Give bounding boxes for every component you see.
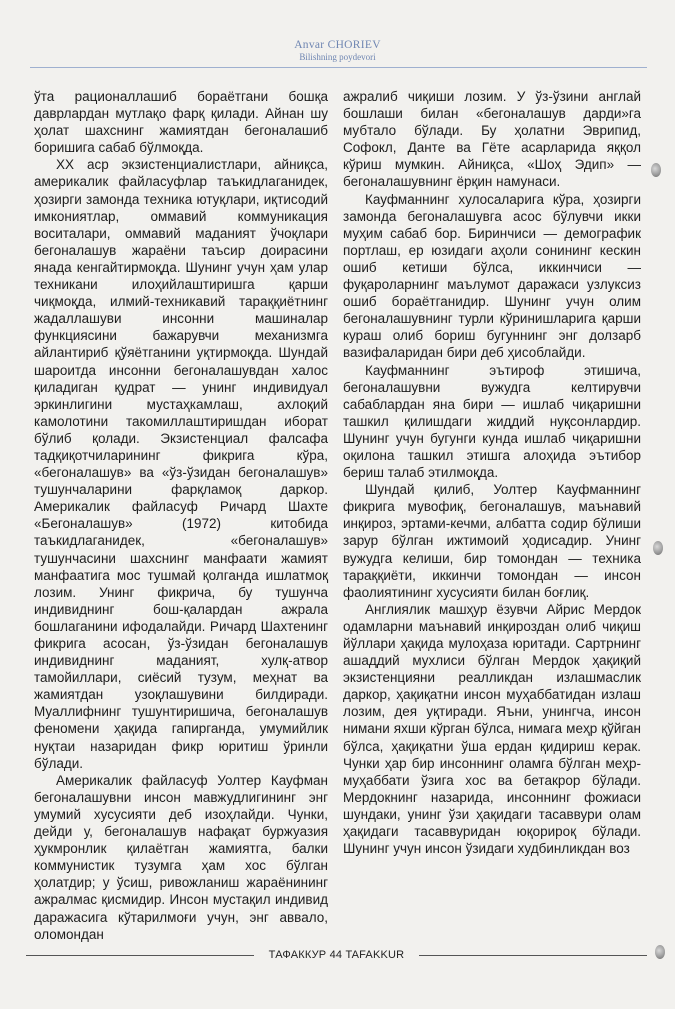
paragraph: Кауфманнинг эътироф этишича, бегоналашувни вужудга келтирувчи сабаблардан яна бири — ишлаб чиқаришни ташкил қилишдаги жиддий нуқсонлардир. Шунинг учун бугунги кунда ишлаб чиқаришни оқилона ташкил этишга алоҳида эътибор бериш талаб этилмоқда.: [343, 362, 641, 481]
running-footer: [26, 948, 647, 964]
paragraph: ажралиб чиқиши лозим. У ўз-ўзини англай бошлаши билан «бегоналашув дарди»га мубтало бўлади. Бу ҳолатни Эврипид, Софокл, Данте ва Гёте асарларида яққол кўриш мумкин. Айниқса, «Шоҳ Эдип» — бегоналашувнинг ёрқин намунаси.: [343, 89, 641, 190]
binder-hole-icon: [653, 541, 663, 555]
footer-rule-right: [419, 955, 647, 956]
header-journal-title: Bilishning poydevori: [299, 52, 376, 62]
footer-page-label: ТАФАККУР 44 TAFAKKUR: [268, 949, 405, 961]
header-rule: [30, 67, 647, 68]
binder-hole-icon: [651, 163, 661, 177]
paragraph: Шундай қилиб, Уолтер Кауфманнинг фикрига мувофиқ, бегоналашув, маънавий инқироз, эртами-кечми, албатта содир бўлиши зарур бўлган ижтимоий ҳодисадир. Унинг вужудга келиши, бир томондан — техника тараққиёти, иккинчи томондан — инсон фаолиятининг хусусияти билан боғлиқ.: [343, 482, 641, 600]
paragraph: XX аср экзистенциалистлари, айниқса, америкалик файласуфлар таъкидлаганидек, ҳозирги замонда техника ютуқлари, иқтисодий имкониятлар, оммавий коммуникация воситалари, оммавий маданият ўчоқлари бегоналашув жараёни таъсир доирасини янада кенгайтирмоқда. Шунинг учун ҳам улар техникани илоҳийлаштиришга қарши чиқмоқда, илмий-техникавий тараққиётнинг жадаллашуви инсонни машиналар функциясини бажарувчи механизмга айлантириб қўяётганини уқтирмоқда. Шундай шароитда инсонни бегоналашувдан халос қиладиган қудрат — унинг индивидуал эркинлигини мустаҳкамлаш, ахлоқий камолотини такомиллаштиришдан иборат бўлиб қолади. Экзистенциал фалсафа тадқиқотчиларининг фикрига кўра, «бегоналашув» ва «ўз-ўзидан бегоналашув» тушунчаларини фарқламоқ даркор. Америкалик файласуф Ричард Шахте «Бегоналашув» (1972) китобида таъкидлаганидек, «бегоналашув» тушунчасини шахснинг манфаати жамият манфаатига мос тушмай қолганда ишлатмоқ лозим. Унинг фикрича, бу тушунча индивиднинг бош-қалардан ажрала бошлаганини ифодалайди. Ричард Шахтенинг фикрига асосан, ўз-ўзидан бегоналашув индивиднинг маданият, хулқ-атвор тамойиллари, сиёсий тузум, меҳнат ва жамиятдан узоқлашувини билдиради. Муаллифнинг тушунтиришича, бегоналашув феномени ҳақида гапирганда, умумийлик нуқтаи назаридан фикр юритиш ўринли бўлади.: [34, 157, 328, 771]
paragraph: Кауфманнинг хулосаларига кўра, ҳозирги замонда бегоналашувга асос бўлувчи икки муҳим сабаб бор. Биринчиси — демографик портлаш, ер юзидаги аҳоли сонининг кескин ошиб кетиши бўлса, иккинчиси — фуқароларнинг маълумот даражаси узлуксиз ошиб бораётганидир. Шунинг учун олим бегоналашувнинг турли кўринишларига қарши кураш олиб бориш бугуннинг энг долзарб вазифаларидан бири деб ҳисоблайди.: [343, 191, 641, 361]
paragraph: ўта рационаллашиб бораётгани бошқа даврлардан мутлақо фарқ қилади. Айнан шу ҳолат шахснинг жамиятдан бегоналашиб боришига сабаб бўлмоқда.: [34, 89, 328, 156]
paragraph: Америкалик файласуф Уолтер Кауфман бегоналашувни инсон мавжудлигининг энг умумий хусусияти деб изоҳлайди. Чунки, дейди у, бегоналашув нафақат буржуазия ҳукмронлик қилаётган жамиятга, балки коммунистик тузумга ҳам хос бўлган ҳолатдир; у ўсиш, ривожланиш жараёнининг ажралмас қисмидир. Инсон мустақил индивид даражасига кўтарилмоғи учун, энг аввало, оломондан: [34, 772, 328, 942]
paragraph: Англиялик машҳур ёзувчи Айрис Мердок одамларни маънавий инқироздан олиб чиқиш йўллари ҳақида мулоҳаза юритади. Сартрнинг ашаддий мухлиси бўлган Мердок ҳақиқий экзистенцияни реалликдан излашмаслик даркор, ҳақиқатни инсон муҳаббатидан излаш лозим, дея уқтиради. Яъни, унингча, инсон нимани яхши кўрган бўлса, нимага меҳр қўйган бўлса, ҳақиқатни ўша ердан қидириш керак. Чунки ҳар бир инсоннинг оламга бўлган меҳр-муҳаббати ўзига хос ва бетакрор бўлади. Мердокнинг назарида, инсоннинг фожиаси шундаки, унинг ўзи ҳақидаги тасаввури олам ҳақидаги тасаввуридан юқорироқ бўлади. Шунинг учун инсон ўзидаги худбинликдан воз: [343, 601, 641, 857]
running-header: [0, 38, 675, 78]
header-author: Anvar CHORIEV: [294, 39, 381, 51]
left-column: [34, 88, 328, 943]
right-column: [343, 88, 641, 857]
binder-hole-icon: [655, 945, 665, 959]
